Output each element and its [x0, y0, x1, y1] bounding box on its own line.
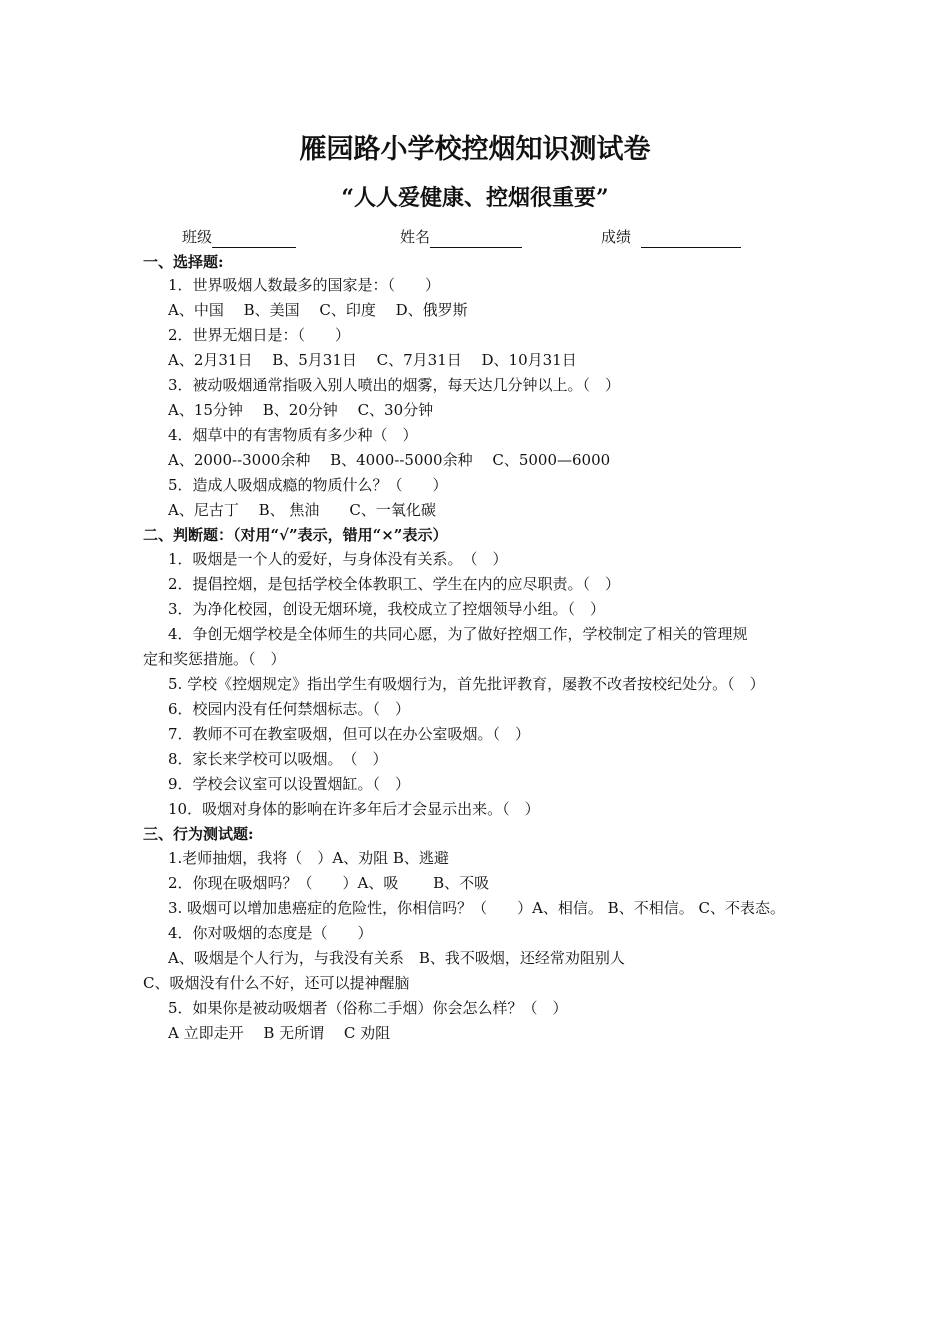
- s2-line: 5. 学校《控烟规定》指出学生有吸烟行为，首先批评教育，屡教不改者按校纪处分。（ ）: [168, 675, 765, 693]
- score-label: 成绩: [601, 228, 632, 246]
- s2-line: 6．校园内没有任何禁烟标志。（ ）: [168, 700, 411, 718]
- s1-line: A、2月31日 B、5月31日 C、7月31日 D、10月31日: [168, 351, 577, 369]
- score-blank[interactable]: [641, 230, 741, 248]
- class-blank[interactable]: [212, 230, 296, 248]
- s1-line: 5．造成人吸烟成瘾的物质什么？（ ）: [168, 476, 448, 494]
- s2-line: 4．争创无烟学校是全体师生的共同心愿，为了做好控烟工作，学校制定了相关的管理规: [168, 625, 748, 643]
- s3-line: 2．你现在吸烟吗？（ ）A、吸 B、不吸: [168, 874, 490, 892]
- page-title: 雁园路小学校控烟知识测试卷: [299, 134, 651, 165]
- class-field[interactable]: [182, 226, 296, 248]
- s2-line: 定和奖惩措施。（ ）: [143, 650, 286, 668]
- s3-line: 1.老师抽烟，我将（ ）A、劝阻 B、逃避: [168, 849, 449, 867]
- s1-line: A、尼古丁 B、 焦油 C、一氧化碳: [168, 501, 436, 519]
- class-label: 班级: [182, 228, 213, 246]
- s3-line: A、吸烟是个人行为，与我没有关系 B、我不吸烟，还经常劝阻别人: [168, 949, 625, 967]
- s2-line: 2．提倡控烟，是包括学校全体教职工、学生在内的应尽职责。（ ）: [168, 575, 621, 593]
- s2-line: 10．吸烟对身体的影响在许多年后才会显示出来。（ ）: [168, 800, 540, 818]
- s1-line: 1．世界吸烟人数最多的国家是：（ ）: [168, 276, 441, 294]
- s1-line: 2．世界无烟日是：（ ）: [168, 326, 351, 344]
- s2-line: 7．教师不可在教室吸烟，但可以在办公室吸烟。（ ）: [168, 725, 531, 743]
- s1-line: A、15分钟 B、20分钟 C、30分钟: [168, 401, 434, 419]
- section-1-heading: 一、选择题:: [143, 253, 224, 271]
- s1-line: A、2000--3000余种 B、4000--5000余种 C、5000—6000: [168, 451, 611, 469]
- s2-line: 8．家长来学校可以吸烟。 （ ）: [168, 750, 388, 768]
- s3-line: C、吸烟没有什么不好，还可以提神醒脑: [143, 974, 410, 992]
- section-3-heading: 三、行为测试题:: [143, 825, 254, 843]
- s2-line: 1．吸烟是一个人的爱好，与身体没有关系。 （ ）: [168, 550, 508, 568]
- section-2-heading: 二、判断题：（对用“√”表示，错用“×”表示）: [143, 526, 448, 544]
- score-field[interactable]: [601, 226, 741, 248]
- name-label: 姓名: [400, 228, 431, 246]
- s1-line: 4．烟草中的有害物质有多少种（ ）: [168, 426, 418, 444]
- s1-line: 3．被动吸烟通常指吸入别人喷出的烟雾，每天达几分钟以上。（ ）: [168, 376, 621, 394]
- s3-line: A 立即走开 B 无所谓 C 劝阻: [168, 1024, 391, 1042]
- s3-line: 4．你对吸烟的态度是（ ）: [168, 924, 373, 942]
- name-blank[interactable]: [430, 230, 522, 248]
- page-subtitle: “人人爱健康、控烟很重要”: [341, 185, 609, 211]
- s2-line: 3．为净化校园，创设无烟环境，我校成立了控烟领导小组。（ ）: [168, 600, 606, 618]
- s3-line: 3. 吸烟可以增加患癌症的危险性，你相信吗？（ ）A、相信。 B、不相信。 C、不表态。: [168, 899, 785, 917]
- s1-line: A、中国 B、美国 C、印度 D、俄罗斯: [168, 301, 468, 319]
- name-field[interactable]: [400, 226, 522, 248]
- s3-line: 5．如果你是被动吸烟者（俗称二手烟）你会怎么样？（ ）: [168, 999, 568, 1017]
- s2-line: 9．学校会议室可以设置烟缸。（ ）: [168, 775, 411, 793]
